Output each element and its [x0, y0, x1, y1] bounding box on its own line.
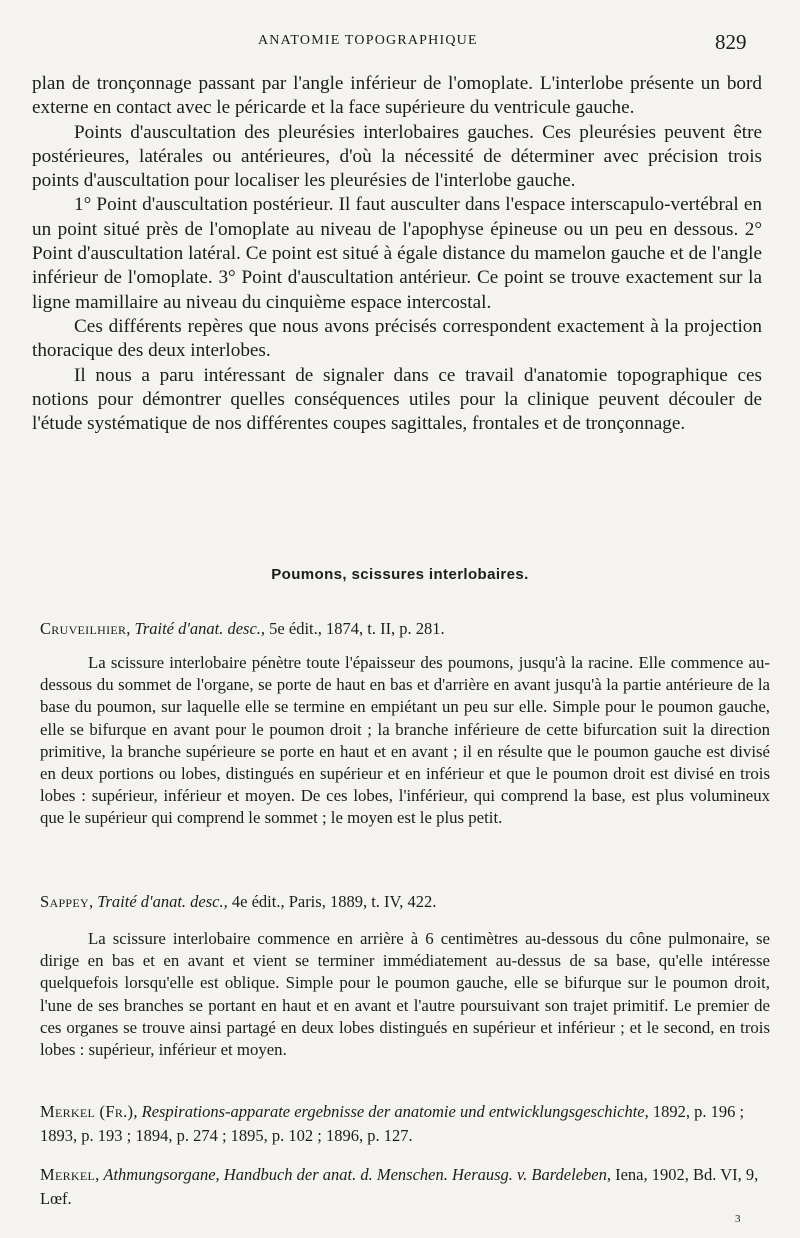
reference-entry: Sappey, Traité d'anat. desc., 4e édit., Paris, 1889, t. IV, 422. — [40, 892, 437, 911]
body-paragraph: Ces différents repères que nous avons précisés correspondent exactement à la projection thoracique des deux interlobes. — [32, 315, 762, 362]
running-title: ANATOMIE TOPOGRAPHIQUE — [258, 33, 478, 48]
reference-entry: Merkel, Athmungsorgane, Handbuch der anat. d. Menschen. Herausg. v. Bardeleben, Iena, 1902, Bd. VI, 9, Lœf. — [40, 1165, 759, 1208]
body-paragraph: Points d'auscultation des pleurésies interlobaires gauches. Ces pleurésies peuvent être postérieures, latérales ou antérieures, d'où la nécessité de déterminer avec précision trois points d'auscultation pour localiser les pleurésies de l'interlobe gauche. — [32, 121, 762, 192]
reference-author: Merkel — [40, 1165, 96, 1184]
body-paragraph: Il nous a paru intéressant de signaler dans ce travail d'anatomie topographique ces notions pour démontrer quelles conséquences utiles pour la clinique peuvent découler de l'étude systématique de nos différentes coupes sagittales, frontales et de tronçonnage. — [32, 364, 762, 435]
reference-details: , 4e édit., Paris, 1889, t. IV, 422. — [223, 892, 437, 911]
running-head — [0, 30, 800, 54]
section-heading: Poumons, scissures interlobaires. — [271, 566, 529, 583]
reference-title: Traité d'anat. desc. — [134, 619, 261, 638]
reference-title: Respirations-apparate ergebnisse der anatomie und entwicklungsgeschichte — [141, 1102, 645, 1121]
reference-quote: La scissure interlobaire commence en arrière à 6 centimètres au-dessous du cône pulmonaire, se dirige en bas et en avant et vient se terminer immédiatement au-dessus de sa base, qu'elle intéresse quelquefois lorsqu'elle est oblique. Simple pour le poumon gauche, elle se bifurque sur le poumon droit, l'une de ses branches se portant en haut et en avant et l'autre poursuivant son trajet primitif. Le premier de ces organes se trouve ainsi partagé en deux lobes distingués en supérieur et inférieur ; et le second, en trois lobes : supérieur, inférieur et moyen. — [40, 929, 770, 1060]
reference-title: Athmungsorgane, Handbuch der anat. d. Menschen. Herausg. v. Bardeleben — [103, 1165, 607, 1184]
reference-entry: Merkel (Fr.), Respirations-apparate ergebnisse der anatomie und entwicklungsgeschichte, 1892, p. 196 ; 1893, p. 193 ; 1894, p. 274 ; 1895, p. 102 ; 1896, p. 127. — [40, 1102, 745, 1145]
reference-author: Cruveilhier — [40, 619, 127, 638]
reference-entry: Cruveilhier, Traité d'anat. desc., 5e édit., 1874, t. II, p. 281. — [40, 619, 445, 638]
reference-title: Traité d'anat. desc. — [97, 892, 224, 911]
body-paragraph: 1° Point d'auscultation postérieur. Il faut ausculter dans l'espace interscapulo-vertébral en un point situé près de l'omoplate au niveau de l'apophyse épineuse ou un peu en dessous. 2° Point d'auscultation latéral. Ce point est situé à égale distance du mamelon gauche et de l'angle inférieur de l'omoplate. 3° Point d'auscultation antérieur. Ce point se trouve exactement sur la ligne mamillaire au niveau du cinquième espace intercostal. — [32, 194, 762, 313]
body-text — [32, 72, 762, 436]
reference-author: Merkel (Fr.) — [40, 1102, 134, 1121]
reference-details: , 5e édit., 1874, t. II, p. 281. — [260, 619, 445, 638]
reference-details: , 1892, p. 196 ; 1893, p. 193 ; 1894, p. 274 ; 1895, p. 102 ; 1896, p. 127. — [40, 1102, 745, 1145]
reference-author: Sappey — [40, 892, 89, 911]
page-number: 829 — [715, 30, 747, 54]
body-paragraph: plan de tronçonnage passant par l'angle inférieur de l'omoplate. L'interlobe présente un bord externe en contact avec le péricarde et la face supérieure du ventricule gauche. — [32, 73, 762, 119]
reference-quote: La scissure interlobaire pénètre toute l'épaisseur des poumons, jusqu'à la racine. Elle commence au-dessous du sommet de l'organe, se porte de haut en bas et d'arrière en avant jusqu'à la partie antérieure de la base du poumon, sur laquelle elle se termine en empiétant un peu sur elle. Simple pour le poumon gauche, elle se bifurque en avant pour le poumon droit ; la branche inférieure de cette bifurcation suit la direction primitive, la branche supérieure se porte en haut et en avant ; il en résulte que le poumon gauche est divisé en deux portions ou lobes, distingués en supérieur et en inférieur et que le poumon droit est divisé en trois lobes : supérieur, inférieur et moyen. De ces lobes, l'inférieur, qui comprend la base, est plus volumineux que le supérieur qui comprend le sommet ; le moyen est le plus petit. — [40, 653, 770, 828]
reference-details: , Iena, 1902, Bd. VI, 9, Lœf. — [40, 1165, 759, 1208]
signature-mark: 3 — [735, 1213, 741, 1225]
